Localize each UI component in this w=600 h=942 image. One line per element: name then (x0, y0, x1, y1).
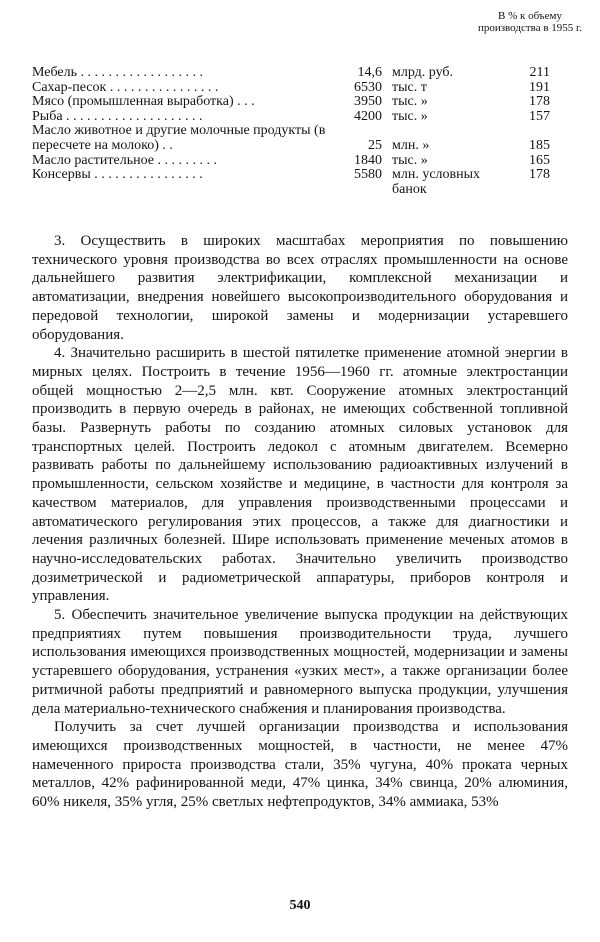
row-unit: млрд. руб. (392, 65, 454, 80)
paragraph: 4. Значительно расширить в шестой пятилетке применение атомной энергии в мирных целях. Построить в течение 1956—1960 гг. атомные электростанции общей мощностью 2—2,5 млн. квт. Сооружение атомных электростанций производить в первую очередь в районах, не имеющих собственной топливной базы. Развернуть работы по созданию атомных силовых установок для транспортных целей. Построить ледокол с атомным двигателем. Всемерно развивать работы по дальнейшему использованию радиоактивных излучений в промышленности, сельском хозяйстве и медицине, в частности для контроля за качеством материалов, для управления производственными процессами и автоматического регулирования этих процессов, а также для диагностики и лечения различных болезней. Шире использовать применение меченых атомов в научно-исследовательских работах. Значительно увеличить производство дозиметрической и радиометрической аппаратуры, приборов контроля и управления. (32, 345, 568, 605)
row-unit: тыс. » (392, 94, 428, 110)
row-name: Масло растительное . . . . . . . . . (32, 153, 217, 168)
row-unit: млн. условных банок (392, 167, 481, 197)
table-row (32, 81, 572, 96)
row-value: 14,6 (357, 65, 382, 80)
row-value: 1840 (354, 152, 382, 168)
table-row (32, 110, 572, 125)
paragraph: Получить за счет лучшей организации производства и использования имеющихся производственных мощностей, в частности, не менее 47% намеченного прироста производства стали, 35% чугуна, 40% проката черных металлов, 42% рафинированной меди, 47% цинка, 34% свинца, 20% алюминия, 60% никеля, 35% угля, 25% светлых нефтепродуктов, 34% аммиака, 53% (32, 719, 568, 811)
table-row (32, 154, 572, 169)
row-unit: тыс. » (392, 152, 428, 168)
row-name: Мясо (промышленная выработка) . . . (32, 95, 255, 110)
row-name: Рыба . . . . . . . . . . . . . . . . . . . . (32, 109, 203, 124)
page-number: 540 (289, 898, 311, 913)
row-value: 3950 (354, 94, 382, 110)
paragraph: 5. Обеспечить значительное увеличение выпуска продукции на действующих предприятиях путем повышения производительности труда, лучшего использования имеющихся производственных мощностей, модернизации и замены устаревшего оборудования, устранения «узких мест», а также организации более ритмичной работы предприятий и равномерного выпуска продукции, улучшения дела материально-технического снабжения и планирования производства. (32, 607, 568, 717)
row-percent: 185 (529, 137, 550, 153)
table-row (32, 95, 572, 110)
row-percent: 165 (529, 152, 550, 168)
row-unit: тыс. » (392, 108, 428, 124)
row-value: 6530 (354, 79, 382, 95)
row-unit: тыс. т (392, 79, 427, 95)
row-percent: 178 (529, 167, 550, 183)
row-value: 25 (368, 137, 382, 153)
row-percent: 191 (529, 79, 550, 95)
row-name: Консервы . . . . . . . . . . . . . . . . (32, 168, 203, 183)
body-text (32, 232, 568, 812)
row-percent: 178 (529, 94, 550, 110)
row-percent: 157 (529, 108, 550, 124)
table-row (32, 66, 572, 81)
table-column-header: В % к объему производства в 1955 г. (477, 10, 583, 34)
row-value: 5580 (354, 167, 382, 183)
row-unit: млн. » (392, 137, 430, 153)
row-value: 4200 (354, 108, 382, 124)
row-name: Масло животное и другие молочные продукты (в пересчете на молоко) . . (32, 123, 326, 153)
row-percent: 211 (529, 65, 550, 80)
row-name: Мебель . . . . . . . . . . . . . . . . . . (32, 66, 204, 80)
row-name: Сахар-песок . . . . . . . . . . . . . . . . (32, 80, 219, 95)
production-table (32, 65, 572, 197)
table-row (32, 124, 572, 153)
paragraph: 3. Осуществить в широких масштабах мероприятия по повышению технического уровня производства во всех отраслях промышленности на основе дальнейшего развития электрификации, комплексной механизации и автоматизации, внедрения новейшего высокопроизводительного оборудования и передовой технологии, широкой замены и модернизации устаревшего оборудования. (32, 233, 568, 343)
table-row (32, 167, 572, 197)
